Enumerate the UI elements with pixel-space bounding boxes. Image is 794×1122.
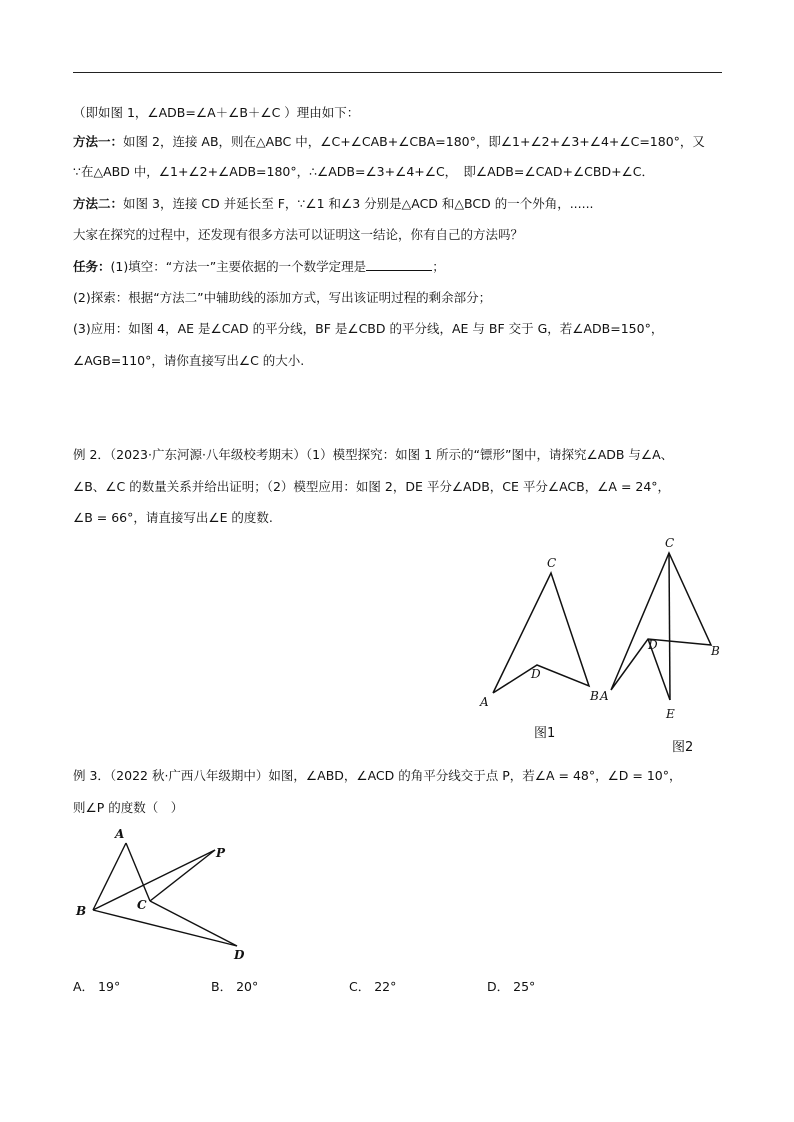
example3-line1: 例 3．（2022 秋·广西八年级期中）如图，∠ABD，∠ACD 的角平分线交于点 P，若∠A = 48°，∠D = 10°，: [73, 768, 682, 783]
figure1-caption: 图1: [534, 726, 556, 741]
example3-line2: 则∠P 的度数（ ）: [73, 800, 184, 815]
example3-figure: [70, 822, 260, 962]
fig3-label-d: D: [234, 948, 245, 962]
option-d[interactable]: [487, 977, 535, 995]
example2-line1: 例 2．（2023·广东河源·八年级校考期末）（1）模型探究：如图 1 所示的“镖形”图中，请探究∠ADB 与∠A、: [73, 447, 674, 462]
task-three-line: (3)应用：如图 4，AE 是∠CAD 的平分线，BF 是∠CBD 的平分线，AE 与 BF 交于 G，若∠ADB=150°，: [73, 321, 664, 336]
figure2-caption: 图2: [672, 740, 694, 755]
fig2-label-e: E: [666, 707, 675, 721]
task-end: ；: [432, 259, 445, 274]
figure1-dart: [493, 573, 589, 693]
fig3-label-p: P: [216, 846, 226, 860]
fig2-label-a: A: [600, 689, 609, 703]
option-b-value: 20°: [236, 979, 259, 994]
option-a[interactable]: [73, 977, 120, 995]
option-d-letter: D．: [487, 979, 510, 994]
fig1-label-a: A: [480, 695, 489, 709]
answer-blank[interactable]: [366, 258, 432, 271]
method-one-line: [73, 134, 705, 150]
example2-line3: ∠B = 66°，请直接写出∠E 的度数.: [73, 510, 273, 525]
task-text: (1)填空：“方法一”主要依据的一个数学定理是: [110, 259, 367, 274]
fig2-label-b: B: [711, 644, 720, 658]
fig2-label-c: C: [665, 536, 675, 550]
task-line: [73, 258, 445, 275]
fig3-label-b: B: [76, 904, 87, 918]
option-b[interactable]: [211, 977, 258, 995]
fig3-label-a: A: [115, 827, 125, 841]
method-two-text: 如图 3，连接 CD 并延长至 F，∵∠1 和∠3 分别是△ACD 和△BCD 的一个外角，......: [123, 196, 594, 211]
method-one-text: 如图 2，连接 AB，则在△ABC 中，∠C+∠CAB+∠CBA=180°，即∠1+∠2+∠3+∠4+∠C=180°，又: [123, 134, 705, 149]
option-b-letter: B．: [211, 979, 233, 994]
fig1-label-b: B: [590, 689, 599, 703]
intro-line: （即如图 1，∠ADB=∠A＋∠B＋∠C ）理由如下：: [73, 105, 360, 120]
explore-line: 大家在探究的过程中，还发现有很多方法可以证明这一结论，你有自己的方法吗？: [73, 227, 524, 242]
option-c-letter: C．: [349, 979, 371, 994]
option-c[interactable]: [349, 977, 396, 995]
method-one-label: 方法一：: [73, 134, 124, 149]
header-rule: [73, 72, 722, 73]
example2-figures: [470, 535, 740, 755]
fig1-label-d: D: [531, 667, 541, 681]
fig1-label-c: C: [547, 556, 557, 570]
option-d-value: 25°: [513, 979, 536, 994]
task-three-cont: ∠AGB=110°，请你直接写出∠C 的大小.: [73, 353, 305, 368]
method-two-label: 方法二：: [73, 196, 124, 211]
figure2-shape: [611, 553, 711, 700]
option-a-letter: A．: [73, 979, 95, 994]
option-a-value: 19°: [98, 979, 121, 994]
example2-line2: ∠B、∠C 的数量关系并给出证明；（2）模型应用：如图 2，DE 平分∠ADB，CE 平分∠ACB，∠A = 24°，: [73, 479, 671, 494]
method-two-line: [73, 196, 594, 212]
task-two-line: (2)探索：根据“方法二”中辅助线的添加方式，写出该证明过程的剩余部分；: [73, 290, 492, 305]
method-one-cont: ∵在△ABD 中，∠1+∠2+∠ADB=180°，∴∠ADB=∠3+∠4+∠C， 即∠ADB=∠CAD+∠CBD+∠C．: [73, 164, 654, 179]
task-label: 任务：: [73, 259, 111, 274]
fig2-label-d: D: [648, 638, 658, 652]
option-c-value: 22°: [374, 979, 397, 994]
fig3-label-c: C: [137, 898, 147, 912]
